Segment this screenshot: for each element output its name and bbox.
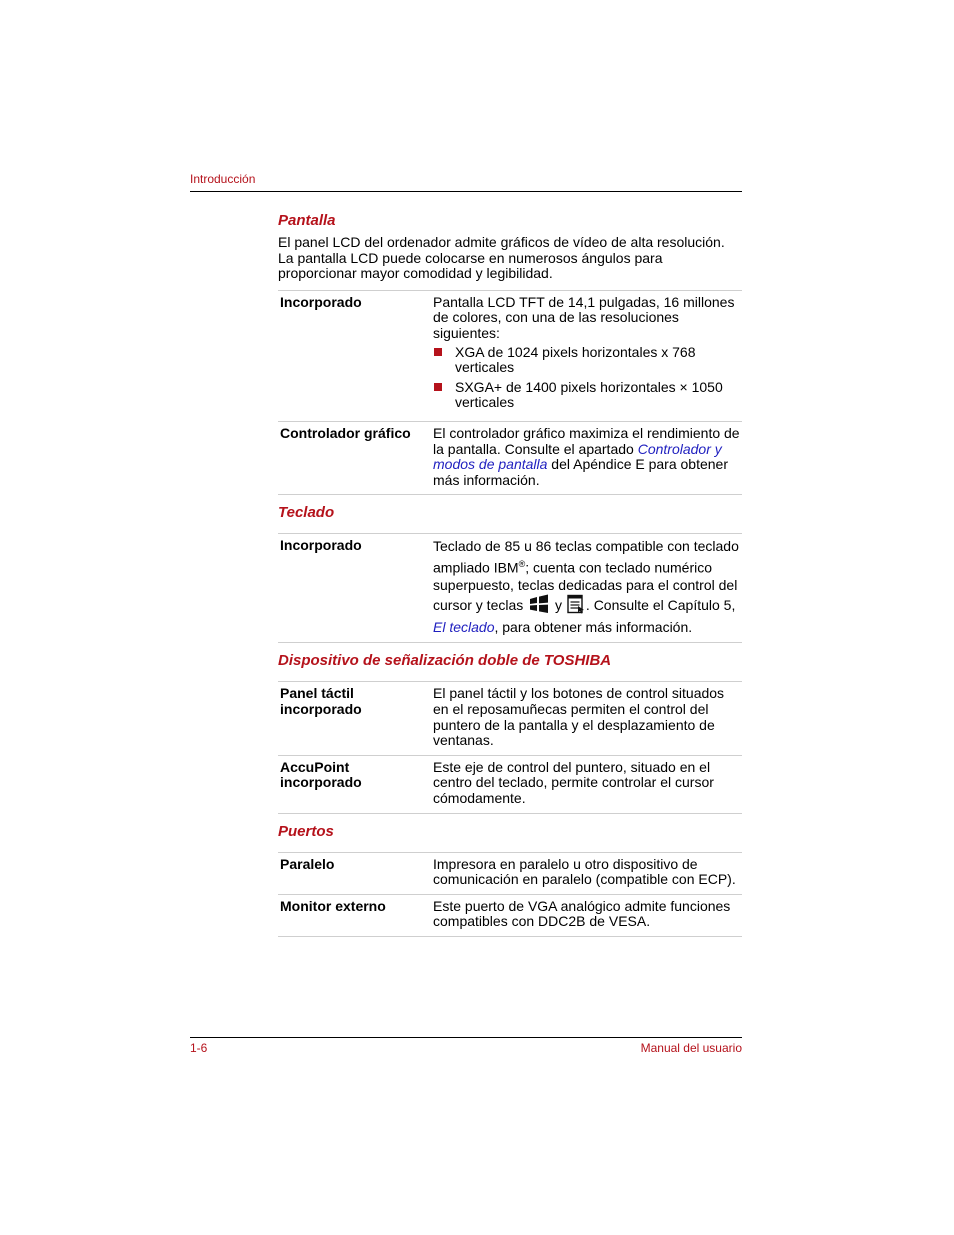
row-label: Monitor externo: [278, 894, 433, 936]
page-content: [278, 211, 742, 937]
row-value: Este eje de control del puntero, situado en el centro del teclado, permite controlar el cursor cómodamente.: [433, 755, 742, 813]
registered-mark: ®: [518, 558, 526, 569]
header-rule: [190, 191, 742, 192]
teclado-table: [278, 533, 742, 643]
row-text: Teclado de 85 u 86 teclas compatible con teclado ampliado IBM: [433, 538, 739, 576]
section-heading-teclado: Teclado: [278, 504, 335, 522]
row-label: AccuPoint incorporado: [278, 755, 433, 813]
application-key-icon: [566, 594, 586, 619]
row-text: , para obtener más información.: [494, 618, 693, 635]
section-heading-puertos: Puertos: [278, 822, 334, 840]
row-value: [433, 290, 742, 421]
dispositivo-table: [278, 681, 742, 813]
section-heading-dispositivo: Dispositivo de señalización doble de TOSHIBA: [278, 652, 612, 670]
row-label: Incorporado: [278, 534, 433, 643]
row-label: Panel táctil incorporado: [278, 682, 433, 755]
row-text: . Consulte el Capítulo 5,: [585, 597, 736, 614]
controlador-link[interactable]: Controlador y modos de pantalla: [433, 440, 722, 473]
windows-key-icon: [527, 594, 551, 619]
row-value: Impresora en paralelo u otro dispositivo de comunicación en paralelo (compatible con ECP).: [433, 852, 742, 894]
table-row: [278, 755, 742, 813]
page-number: 1-6: [190, 1041, 208, 1055]
row-text: y: [551, 597, 566, 614]
row-text: del Apéndice E para obtener más información.: [433, 456, 728, 488]
list-item: XGA de 1024 pixels horizontales x 768 verticales: [433, 345, 742, 376]
row-text: El controlador gráfico maximiza el rendimiento de la pantalla. Consulte el apartado: [433, 424, 740, 457]
running-header: Introducción: [190, 172, 256, 186]
footer-rule: [190, 1037, 742, 1038]
table-row: [278, 894, 742, 936]
teclado-link[interactable]: El teclado: [433, 618, 495, 635]
row-label: Incorporado: [278, 290, 433, 421]
row-value: [433, 534, 742, 643]
pantalla-table: [278, 290, 742, 496]
table-row: [278, 852, 742, 894]
table-row: [278, 534, 742, 643]
table-row: [278, 682, 742, 755]
puertos-table: [278, 852, 742, 937]
row-label: Paralelo: [278, 852, 433, 894]
row-text: ; cuenta con teclado numérico superpuesto, teclas dedicadas para el control del cursor y teclas: [433, 559, 738, 614]
row-value: [433, 421, 742, 494]
resolution-list: [433, 345, 742, 411]
list-item: SXGA+ de 1400 pixels horizontales × 1050 verticales: [433, 380, 742, 411]
row-value: El panel táctil y los botones de control situados en el reposamuñecas permiten el control del puntero de la pantalla y el desplazamiento de ventanas.: [433, 682, 742, 755]
row-label: Controlador gráfico: [278, 421, 433, 494]
section-heading-pantalla: Pantalla: [278, 212, 336, 229]
table-row: [278, 290, 742, 421]
table-row: [278, 421, 742, 494]
row-value: Este puerto de VGA analógico admite funciones compatibles con DDC2B de VESA.: [433, 894, 742, 936]
footer-title: Manual del usuario: [640, 1041, 742, 1055]
pantalla-intro: El panel LCD del ordenador admite gráficos de vídeo de alta resolución. La pantalla LCD puede colocarse en numerosos ángulos para proporcionar mayor comodidad y legibilidad.: [278, 234, 725, 282]
row-text: Pantalla LCD TFT de 14,1 pulgadas, 16 millones de colores, con una de las resoluciones siguientes:: [433, 293, 735, 341]
